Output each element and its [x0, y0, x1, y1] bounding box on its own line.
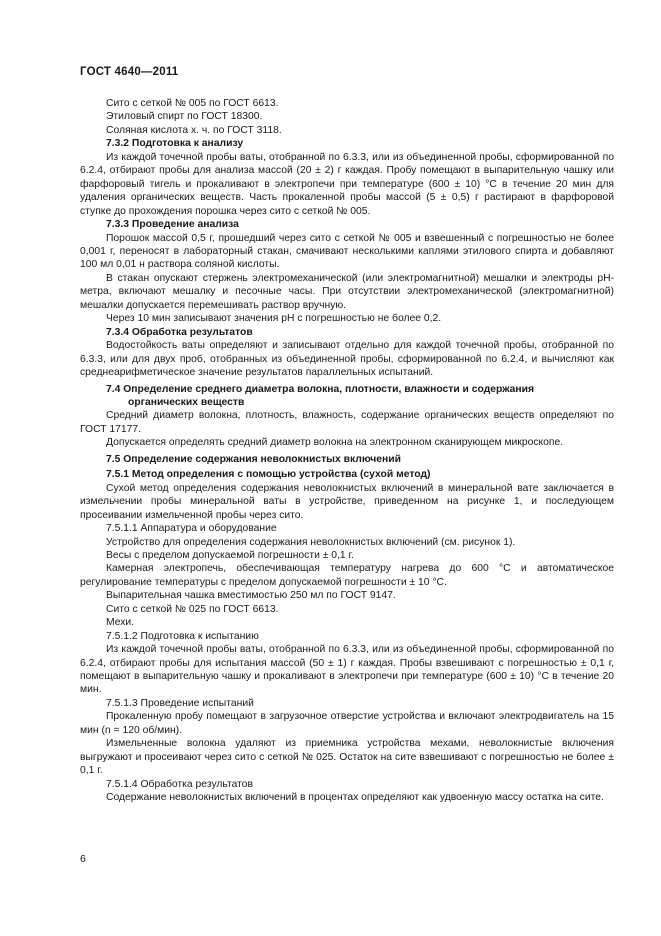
- paragraph: Содержание неволокнистых включений в процентах определяют как удвоенную массу остатка на сите.: [106, 792, 604, 804]
- paragraph: Соляная кислота х. ч. по ГОСТ 3118.: [106, 124, 282, 136]
- section-heading-7-4: [80, 383, 614, 410]
- paragraph: Сухой метод определения содержания неволокнистых включений в минеральной вате заключается в измельчении пробы минеральной ваты в устройстве, приведенном на рисунке 1, и последующем просеивании измельченной пробы через сито.: [80, 482, 614, 521]
- paragraph: Средний диаметр волокна, плотность, влажность, содержание органических веществ определяют по ГОСТ 17177.: [80, 410, 614, 435]
- section-heading-7-3-2: 7.3.2 Подготовка к анализу: [106, 138, 244, 150]
- paragraph: Сито с сеткой № 005 по ГОСТ 6613.: [106, 98, 279, 109]
- standard-header: ГОСТ 4640—2011: [80, 66, 179, 78]
- section-heading-7-4-line1: 7.4 Определение среднего диаметра волокна, плотности, влажности и содержания: [106, 383, 535, 395]
- paragraph: Сито с сеткой № 025 по ГОСТ 6613.: [106, 603, 279, 615]
- section-heading-7-3-4: 7.3.4 Обработка результатов: [106, 326, 253, 338]
- paragraph: Прокаленную пробу помещают в загрузочное отверстие устройства и включают электродвигатель на 15 мин (n = 120 об/мин).: [80, 711, 614, 736]
- paragraph: Выпарительная чашка вместимостью 250 мл по ГОСТ 9147.: [106, 590, 396, 602]
- paragraph: Из каждой точечной пробы ваты, отобранной по 6.3.3, или из объединенной пробы, сформированной по 6.2.4, отбирают пробы для анализа массой (20 ± 2) г каждая. Пробу помещают в выпарительную чашку или фарфоровый тигель и прокаливают в электропечи при температуре (600 ± 10) °С в течение 20 мин для удаления органических веществ. Часть прокаленной пробы массой (5 ± 0,5) г растирают в фарфоровой ступке до прохождения порошка через сито с сеткой № 005.: [80, 151, 614, 217]
- paragraph: Мехи.: [106, 617, 135, 629]
- paragraph: Измельченные волокна удаляют из приемника устройства мехами, неволокнистые включения выгружают и просеивают через сито с сеткой № 025. Остаток на сите взвешивают с погрешностью не более ± 0,1 г.: [80, 738, 614, 777]
- section-heading-7-5: 7.5 Определение содержания неволокнистых включений: [106, 453, 402, 465]
- paragraph: Камерная электропечь, обеспечивающая температуру нагрева до 600 °С и автоматическое регулирование температуры с пределом допускаемой погрешности ± 10 °С.: [80, 563, 614, 588]
- paragraph: Этиловый спирт по ГОСТ 18300.: [106, 111, 263, 123]
- paragraph: Весы с пределом допускаемой погрешности ± 0,1 г.: [106, 549, 354, 561]
- page-number: 6: [80, 853, 86, 865]
- subsection-heading-7-5-1-3: 7.5.1.3 Проведение испытаний: [106, 697, 254, 709]
- subsection-heading-7-5-1-1: 7.5.1.1 Аппаратура и оборудование: [106, 523, 277, 535]
- subsection-heading-7-5-1-4: 7.5.1.4 Обработка результатов: [106, 778, 254, 790]
- section-heading-7-4-line2: органических веществ: [128, 396, 245, 408]
- paragraph: Через 10 мин записывают значения pH с погрешностью не более 0,2.: [106, 313, 442, 325]
- section-heading-7-3-3: 7.3.3 Проведение анализа: [106, 219, 239, 231]
- paragraph: Порошок массой 0,5 г, прошедший через сито с сеткой № 005 и взвешенный с погрешностью не более 0,001 г, переносят в лабораторный стакан, смачивают несколькими каплями этилового спирта и добавляют 100 мл 0,01 н раствора соляной кислоты.: [80, 232, 614, 271]
- paragraph: В стакан опускают стержень электромеханической (или электромагнитной) мешалки и электроды pH-метра, включают мешалку и песочные часы. При отсутствии электромеханической (электромагнитной) мешалки допускается перемешивать раствор вручную.: [80, 272, 614, 311]
- paragraph: Из каждой точечной пробы ваты, отобранной по 6.3.3, или из объединенной пробы, сформированной по 6.2.4, отбирают пробы для испытания массой (50 ± 1) г каждая. Пробы взвешивают с погрешностью ± 0,1 г, помещают в выпарительную чашку и прокаливают в электропечи при температуре (600 ± 10) °С в течение 20 мин.: [80, 644, 614, 696]
- paragraph: Водостойкость ваты определяют и записывают отдельно для каждой точечной пробы, отобранной по 6.3.3, или для двух проб, отобранных из объединенной пробы, сформированной по 6.2.4, и вычисляют как среднеарифметическое значение результатов параллельных испытаний.: [80, 340, 614, 379]
- page-content: [80, 97, 614, 805]
- subsection-heading-7-5-1-2: 7.5.1.2 Подготовка к испытанию: [106, 630, 259, 642]
- paragraph: Устройство для определения содержания неволокнистых включений (см. рисунок 1).: [106, 536, 516, 548]
- paragraph: Допускается определять средний диаметр волокна на электронном сканирующем микроскопе.: [106, 437, 564, 449]
- section-heading-7-5-1: 7.5.1 Метод определения с помощью устройства (сухой метод): [106, 469, 431, 481]
